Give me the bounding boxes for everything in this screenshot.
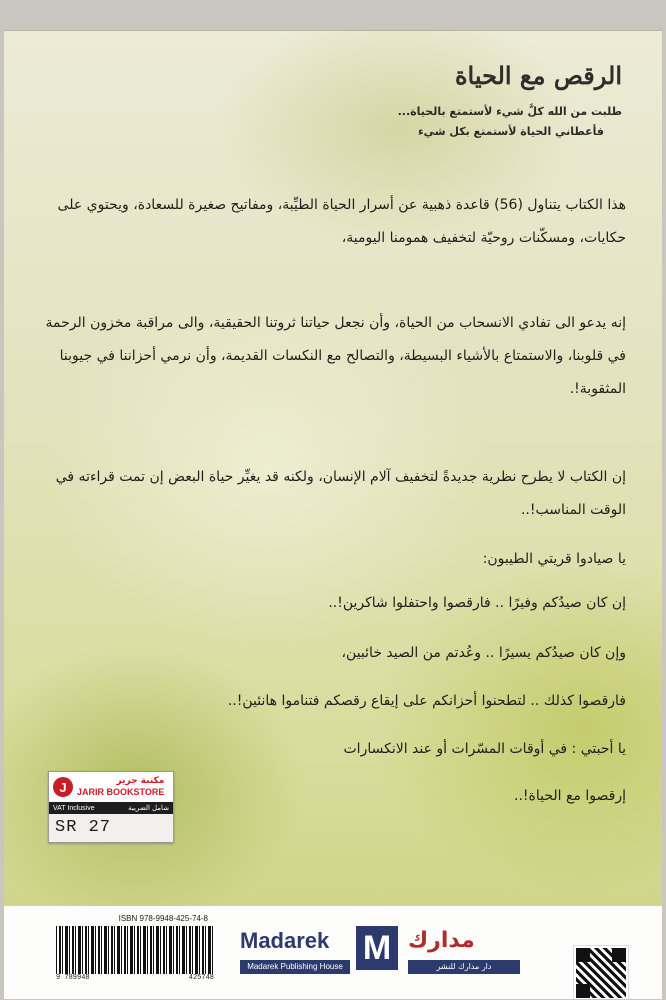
price-sticker xyxy=(48,771,174,843)
barcode-digits-right: 425748 xyxy=(188,974,214,982)
store-name-english: JARIR BOOKSTORE xyxy=(77,787,165,797)
publisher-logo-icon: M xyxy=(356,926,398,970)
tagline-line-1: طلبت من الله كلَّ شيء لأستمتع بالحياة... xyxy=(397,105,622,118)
publisher-strip xyxy=(4,906,662,999)
vat-label-arabic: شامل الضريبة xyxy=(128,805,169,812)
poem-line-1: يا صيادوا قريتي الطيبون: xyxy=(482,551,626,567)
barcode-digits xyxy=(56,974,214,982)
publisher-name-arabic: مدارك xyxy=(408,928,475,953)
vat-strip xyxy=(49,802,173,814)
price-value: SR 27 xyxy=(55,818,112,837)
tagline-line-2: فأعطاني الحياة لأستمتع بكل شيء xyxy=(417,125,604,138)
barcode-digits-left: 9 789948 xyxy=(56,974,90,982)
description-paragraph-3: إن الكتاب لا يطرح نظرية جديدةً لتخفيف آلام الإنسان، ولكنه قد يغيِّر حياة البعض إن تمت قراءته في الوقت المناسب!.. xyxy=(55,469,626,518)
store-name-arabic: مكتبة جرير xyxy=(116,776,165,786)
jarir-logo-icon: J xyxy=(53,777,73,797)
poem-line-3: وإن كان صيدُكم يسيرًا .. وعُدتم من الصيد خائبين، xyxy=(341,645,626,661)
publisher-subtitle-english: Madarek Publishing House xyxy=(240,960,350,974)
poem-line-5: يا أحبتي : في أوقات المسّرات أو عند الانكسارات xyxy=(343,741,626,757)
isbn-text: ISBN 978-9948-425-74-8 xyxy=(118,914,208,923)
book-title: الرقص مع الحياة xyxy=(454,61,622,90)
poem-line-2: إن كان صيدُكم وفيرًا .. فارقصوا واحتفلوا شاكرين!.. xyxy=(328,595,626,611)
vat-label-english: VAT Inclusive xyxy=(53,804,95,812)
qr-code-icon xyxy=(574,946,628,999)
description-paragraph-1: هذا الكتاب يتناول (56) قاعدة ذهبية عن أسرار الحياة الطيِّبة، ومفاتيح صغيرة للسعادة، ويحتوي على حكايات، ومسكّنات روحيّة لتخفيف همومنا اليومية، xyxy=(57,197,626,246)
book-back-cover xyxy=(4,30,662,999)
publisher-subtitle-arabic: دار مدارك للنشر xyxy=(408,960,520,974)
poem-line-4: فارقصوا كذلك .. لتطحنوا أحزانكم على إيقاع رقصكم فتناموا هانئين!.. xyxy=(227,693,626,709)
store-name xyxy=(77,776,164,798)
barcode xyxy=(56,914,214,982)
sticker-header xyxy=(49,772,173,802)
publisher-name-english: Madarek xyxy=(240,928,330,953)
poem-line-6: إرقصوا مع الحياة!.. xyxy=(514,788,626,804)
description-paragraph-2: إنه يدعو الى تفادي الانسحاب من الحياة، وأن نجعل حياتنا ثروتنا الحقيقية، والى مراقبة مخزون الرحمة في قلوبنا، والاستمتاع بالأشياء البسيطة، والتصالح مع النكسات القديمة، وأن نرمي أحزاننا في جيوبنا المثقوبة!. xyxy=(45,315,626,397)
barcode-bars-icon xyxy=(56,926,214,974)
